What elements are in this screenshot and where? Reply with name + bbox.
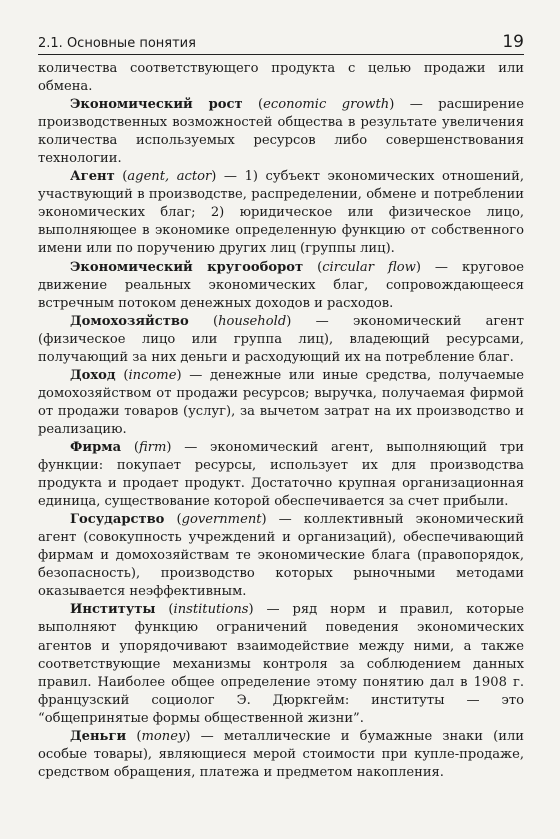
glossary-entry-income: Доход (income) — денежные или иные средства, получаемые домохозяйством от продажи ресурсов; выручка, получаемая фирмой от продажи товаров (услуг), за вычетом затрат на их производство и реализацию. (38, 367, 525, 437)
entry-english-term: agent, actor (127, 169, 212, 185)
entry-english-term: income (128, 367, 177, 383)
entry-english-term: firm (138, 439, 167, 455)
entry-definition: экономический агент, выполняющий три функции: покупает ресурсы, использует их для производства продукта и продает продукт. Достаточно крупная организационная единица, существование которой обеспечивается за счет прибыли. (38, 439, 524, 510)
entry-definition: металлические и бумажные знаки (или особые товары), являющиеся мерой стоимости при купле-продаже, средством обращения, платежа и предметом накопления. (38, 728, 524, 780)
entry-term: Экономический кругооборот (70, 259, 304, 275)
entry-term: Экономический рост (70, 97, 243, 113)
glossary-entry-economic-growth: Экономический рост (economic growth) — расширение производственных возможностей общества в результате увеличения количества используемых ресурсов либо совершенствования технологии. (38, 97, 524, 167)
glossary-entry-government: Государство (government) — коллективный экономический агент (совокупность учреждений и организаций), обеспечивающий фирмам и домохозяйствам те экономические блага (правопорядок, безопасность), производство которых рыночными методами оказывается неэффективным. (38, 512, 524, 600)
entry-definition: ряд норм и правил, которые выполняют функцию ограничений поведения экономических агентов и упорядочивают взаимодействие между ними, а также соответствующие механизмы контроля за соблюдением данных правил. Наиболее общее определение этому понятию дал в 1908 г. французский социолог Э. Дюркгейм: институты — это “общепринятые формы общественной жизни”. (38, 602, 524, 726)
entry-definition: коллективный экономический агент (совокупность учреждений и организаций), обеспечивающий фирмам и домохозяйствам те экономические блага (правопорядок, безопасность), производство которых рыночными методами оказывается неэффективным. (38, 512, 524, 600)
page-number: 19 (502, 32, 524, 52)
entry-term: Агент (70, 169, 115, 185)
entry-english-term: household (218, 313, 287, 329)
entry-definition: расширение производственных возможностей общества в результате увеличения количества используемых ресурсов либо совершенствования технологии. (38, 97, 524, 167)
entry-definition: 1) субъект экономических отношений, участвующий в производстве, распределении, обмене и потреблении экономических благ; 2) юридическое или физическое лицо, выполняющее в экономике определенную функцию от собственного имени или по поручению других лиц (группы лиц). (38, 169, 525, 257)
glossary-entry-circular-flow: Экономический кругооборот (circular flow) — круговое движение реальных экономических благ, сопровождающееся встречным потоком денежных доходов и расходов. (38, 259, 524, 311)
entry-english-term: circular flow (322, 259, 416, 275)
page-body (38, 60, 524, 782)
glossary-entry-household: Домохозяйство (household) — экономический агент (физическое лицо или группа лиц), владеющий ресурсами, получающий за них деньги и расходующий их на потребление благ. (38, 313, 524, 365)
entry-english-term: money (141, 728, 186, 744)
entry-definition: экономический агент (физическое лицо или группа лиц), владеющий ресурсами, получающий за них деньги и расходующий их на потребление благ. (38, 313, 524, 365)
entry-term: Институты (70, 602, 156, 618)
entry-definition: денежные или иные средства, получаемые домохозяйством от продажи ресурсов; выручка, получаемая фирмой от продажи товаров (услуг), за вычетом затрат на их производство и реализацию. (38, 367, 525, 437)
glossary-entry-agent: Агент (agent, actor) — 1) субъект экономических отношений, участвующий в производстве, распределении, обмене и потреблении экономических благ; 2) юридическое или физическое лицо, выполняющее в экономике определенную функцию от собственного имени или по поручению других лиц (группы лиц). (38, 169, 525, 257)
running-header (38, 30, 524, 55)
entry-definition: круговое движение реальных экономических благ, сопровождающееся встречным потоком денежных доходов и расходов. (38, 259, 524, 311)
glossary-entry-money: Деньги (money) — металлические и бумажные знаки (или особые товары), являющиеся мерой стоимости при купле-продаже, средством обращения, платежа и предметом накопления. (38, 728, 524, 780)
entry-english-term: government (181, 512, 262, 528)
entry-term: Доход (70, 367, 116, 383)
entry-english-term: institutions (173, 602, 249, 618)
section-title: 2.1. Основные понятия (38, 36, 196, 51)
entry-term: Государство (70, 512, 165, 528)
glossary-entry-firm: Фирма (firm) — экономический агент, выполняющий три функции: покупает ресурсы, использует их для производства продукта и продает продукт. Достаточно крупная организационная единица, существование которой обеспечивается за счет прибыли. (38, 439, 524, 510)
entry-term: Домохозяйство (70, 313, 189, 329)
entry-term: Деньги (70, 728, 127, 744)
glossary-entry-institutions: Институты (institutions) — ряд норм и правил, которые выполняют функцию ограничений поведения экономических агентов и упорядочивают взаимодействие между ними, а также соответствующие механизмы контроля за соблюдением данных правил. Наиболее общее определение этому понятию дал в 1908 г. французский социолог Э. Дюркгейм: институты — это “общепринятые формы общественной жизни”. (38, 602, 524, 726)
continuation-paragraph: количества соответствующего продукта с целью продажи или обмена. (38, 61, 524, 95)
entry-term: Фирма (70, 439, 122, 455)
entry-english-term: economic growth (263, 97, 390, 113)
